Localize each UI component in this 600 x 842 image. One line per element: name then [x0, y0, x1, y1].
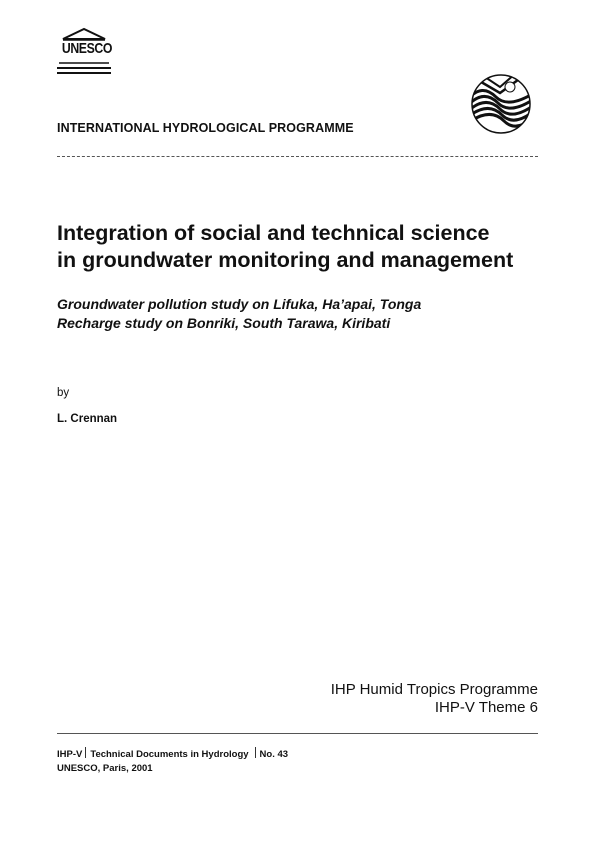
by-label: by: [57, 387, 70, 399]
header-divider: [57, 156, 538, 157]
footer-divider: [57, 733, 538, 734]
author-name: L. Crennan: [57, 413, 118, 425]
footer-separator: [255, 747, 256, 758]
series-line-2: IHP-V Theme 6: [434, 699, 538, 716]
footer-series-code: IHP-V: [57, 749, 83, 760]
footer-number: No. 43: [259, 749, 289, 760]
footer-publisher: UNESCO, Paris, 2001: [57, 763, 153, 774]
ihp-emblem-icon: [470, 73, 532, 135]
footer-series-name: Technical Documents in Hydrology: [90, 749, 249, 760]
subtitle-line-1: Groundwater pollution study on Lifuka, Ha’apai, Tonga: [57, 296, 422, 312]
subtitle-line-2: Recharge study on Bonriki, South Tarawa, Kiribati: [57, 315, 391, 331]
footer: [57, 747, 288, 776]
series-line-1: IHP Humid Tropics Programme: [330, 681, 538, 698]
title-line-1: Integration of social and technical science: [57, 221, 490, 245]
document-subtitle: [57, 295, 557, 333]
document-title: [57, 220, 557, 274]
footer-separator: [85, 747, 86, 758]
program-name: INTERNATIONAL HYDROLOGICAL PROGRAMME: [57, 121, 354, 135]
programme-series: [331, 681, 538, 717]
unesco-logo-text: UNESCO: [61, 40, 113, 57]
footer-series-line: [57, 747, 288, 762]
title-line-2: in groundwater monitoring and management: [57, 248, 514, 272]
